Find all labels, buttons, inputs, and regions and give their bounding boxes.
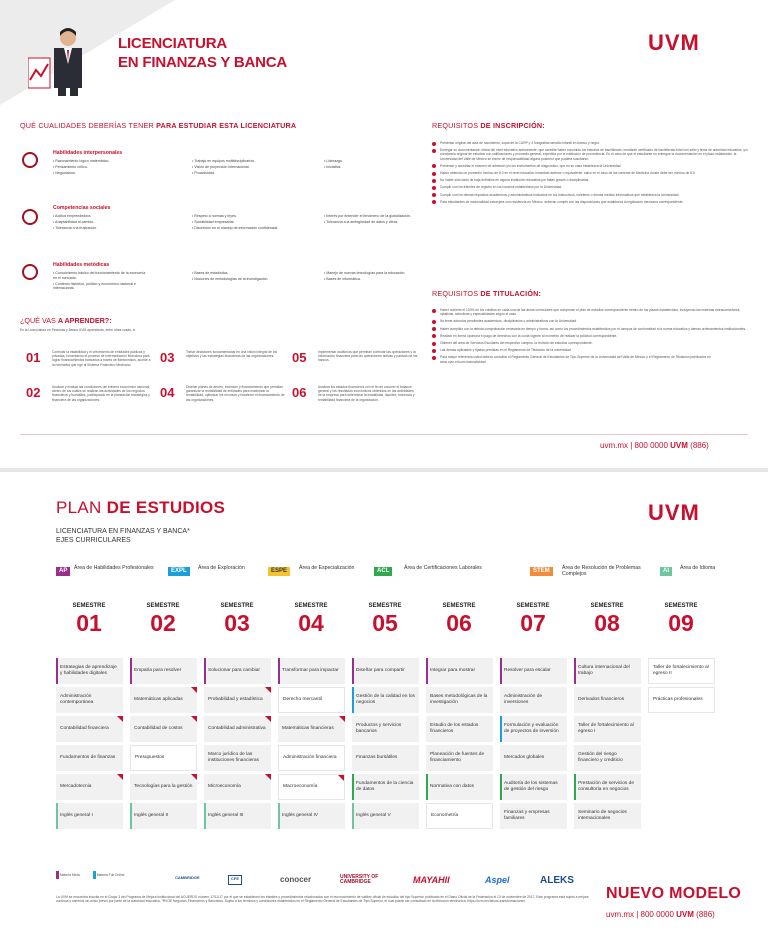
course-cell xyxy=(426,658,493,684)
course-cell xyxy=(426,687,493,713)
titulation-item: Las demás aplicables y fijadas previstas en el Reglamento de Titulación de la universidad. xyxy=(432,348,752,352)
course-name: Contabilidad financiera xyxy=(60,726,109,732)
legend-tag: STEM xyxy=(530,567,553,576)
course-cell xyxy=(352,658,419,684)
plan-title-bold: DE ESTUDIOS xyxy=(106,498,226,517)
course-cell xyxy=(500,658,567,684)
plan-title xyxy=(56,498,225,518)
quality-item: • Conocimiento básico del funcionamiento de la economía en el mercado. xyxy=(53,271,146,280)
businessman-illustration xyxy=(28,18,98,98)
course-cell xyxy=(352,803,419,829)
course-cell xyxy=(426,803,493,829)
course-cell xyxy=(500,803,567,829)
course-name: Derecho mercantil xyxy=(283,697,322,703)
course-name: Administración de inversiones xyxy=(504,694,543,705)
inscription-heading-bold: DE INSCRIPCIÓN: xyxy=(480,121,545,130)
quality-item: • Visión de proyección internacional. xyxy=(192,165,250,170)
titulation-list xyxy=(432,308,752,367)
course-cell xyxy=(278,687,345,713)
learn-heading xyxy=(20,316,112,325)
course-name: Formulación y evaluación de proyectos de inversión xyxy=(504,723,559,734)
inscription-item: Para estudiantes de nacionalidad extranjera con residencia en México, deberán cumplir con las disposiciones que establezca la legislación mexicana correspondiente. xyxy=(432,200,752,204)
learn-heading-bold: A APRENDER?: xyxy=(57,316,112,325)
learn-heading-light: ¿QUÉ VAS xyxy=(20,316,56,325)
course-name: Prestación de servicios de consultoría en negocios xyxy=(578,781,634,792)
course-name: Fundamentos de finanzas xyxy=(60,755,116,761)
quality-item: • Respeto a normas y leyes. xyxy=(192,214,237,218)
course-cell xyxy=(648,687,715,713)
course-area-marker xyxy=(204,803,206,829)
semester-label: SEMESTRE xyxy=(220,603,254,609)
inscription-heading xyxy=(432,121,545,130)
course-area-marker xyxy=(500,658,502,684)
semester-label: SEMESTRE xyxy=(72,603,106,609)
quality-item: • Iniciativa. xyxy=(324,165,342,170)
quality-col-1 xyxy=(53,159,148,177)
plan-subtitle xyxy=(56,527,190,545)
course-cell xyxy=(500,774,567,800)
course-cell xyxy=(278,716,345,742)
titulation-item: No tener adeudos pendientes académicos, disciplinarios o administrativos con la Universidad. xyxy=(432,319,752,323)
semester-header xyxy=(352,603,418,636)
learn-number: 02 xyxy=(26,385,41,400)
quality-col-3 xyxy=(324,271,419,283)
course-flag-icon xyxy=(265,687,271,693)
learn-text: Analizar y evaluar las condiciones del entorno económico nacional, dentro de los cuales se realizan las actividades de los negocios financieros y bursátiles, participando en la planeación estratégica y financiera de las organizaciones. xyxy=(52,385,151,402)
quality-item: • Pensamiento crítico. xyxy=(53,165,88,170)
course-name: Inglés general V xyxy=(356,813,391,819)
course-name: Seminario de negocios internacionales xyxy=(578,810,627,821)
course-name: Inglés general III xyxy=(208,813,244,819)
course-cell xyxy=(130,687,197,713)
course-area-marker xyxy=(352,687,354,713)
footer-ext: (886) xyxy=(696,910,715,919)
course-cell xyxy=(56,687,123,713)
course-cell xyxy=(278,658,345,684)
learn-number: 05 xyxy=(292,350,307,365)
semester-header xyxy=(574,603,640,636)
semester-label: SEMESTRE xyxy=(368,603,402,609)
inscription-item: Cumplir con los trámites de registro en los horarios establecidos por la Universidad. xyxy=(432,185,752,189)
quality-item: • Adaptabilidad al cambio. xyxy=(53,220,95,225)
course-name: Marco jurídico de las instituciones financieras xyxy=(208,752,259,763)
course-name: Mercados globales xyxy=(504,755,545,761)
course-area-marker xyxy=(574,658,576,684)
legend-tag: EXPL xyxy=(168,567,190,576)
semester-number: 05 xyxy=(372,610,398,636)
title-line-2: EN FINANZAS Y BANCA xyxy=(118,54,287,71)
course-name: Gestión del riesgo financiero y crediticio xyxy=(578,752,623,763)
semester-number: 01 xyxy=(76,610,102,636)
legend-item-ap xyxy=(56,565,156,579)
quality-col-1 xyxy=(53,271,148,292)
modality-label: Materia Full Online xyxy=(96,872,125,877)
course-name: Inglés general IV xyxy=(282,813,319,819)
course-area-marker xyxy=(500,774,502,800)
course-name: Matemáticas aplicadas xyxy=(134,697,183,703)
titulation-item: Realizar en forma oportuna el pago de derechos con la cuota vigente al momento de realizar la solicitud correspondiente. xyxy=(432,334,752,338)
course-cell xyxy=(204,716,271,742)
course-area-marker xyxy=(56,658,58,684)
quality-item: • Discreción en el manejo de información confidencial. xyxy=(192,226,279,231)
course-cell xyxy=(352,745,419,771)
learn-text: Tomar decisiones fundamentadas en una visión integral de los objetivos y las estrategias financieras de las organizaciones. xyxy=(186,350,278,359)
course-name: Administración contemporánea xyxy=(60,694,94,705)
legend-tag: ACL xyxy=(374,567,392,576)
quality-block-social xyxy=(22,205,422,245)
course-name: Presupuestos xyxy=(135,755,165,761)
course-name: Diseñar para compartir xyxy=(356,668,405,674)
quality-col-2 xyxy=(192,159,287,177)
semester-header xyxy=(500,603,566,636)
quality-col-3 xyxy=(324,214,419,226)
legend-item-acl xyxy=(374,565,514,579)
course-area-marker xyxy=(426,658,428,684)
course-cell xyxy=(500,745,567,771)
course-area-marker xyxy=(130,658,132,684)
course-name: Probabilidad y estadística xyxy=(208,697,263,703)
nuevo-modelo-title: NUEVO MODELO xyxy=(606,885,742,902)
semester-header xyxy=(56,603,122,636)
quality-block-methodical xyxy=(22,262,422,302)
course-name: Taller de fortalecimiento al egreso I xyxy=(578,723,634,734)
titulation-item: Obtener del área de Servicios Escolares del respectivo campus, la revisión de estudios correspondiente. xyxy=(432,341,752,345)
semester-label: SEMESTRE xyxy=(442,603,476,609)
course-name: Bases metodológicas de la investigación xyxy=(430,694,488,705)
course-area-marker xyxy=(352,774,354,800)
brand-logo-university-of-cambridge: UNIVERSITY OF CAMBRIDGE xyxy=(340,874,379,885)
quality-title: Habilidades interpersonales xyxy=(53,150,123,156)
brand-logo-cfe: CFE xyxy=(228,875,242,885)
people-icon xyxy=(22,152,38,168)
course-name: Finanzas bursátiles xyxy=(356,755,398,761)
semester-header xyxy=(130,603,196,636)
course-name: Macroeconomía xyxy=(283,784,318,790)
legend-label: Área de Resolución de Problemas Complejos xyxy=(562,565,641,577)
course-cell xyxy=(56,774,123,800)
learn-text: Diseñar planes de ahorro, inversión y financiamiento que permitan garantizar la rentabilidad de entidades para maximizar la rentabilidad, optimizar los recursos y fortalecer el financiamiento de las organizaciones. xyxy=(186,385,285,402)
brand-logo-aspel: Aspel xyxy=(485,875,510,885)
course-name: Cultura internacional del trabajo xyxy=(578,665,630,676)
inscription-item: Presentar y acreditar el examen de admisión y/o los instrumentos de diagnóstico, que en su caso establezca la Universidad. xyxy=(432,164,752,168)
inscription-item: No haber sido dado de baja definitiva en alguna institución educativa por faltas graves o disciplinarias. xyxy=(432,178,752,182)
quality-item: • Bases de informática. xyxy=(324,277,361,282)
page-divider xyxy=(0,468,768,472)
page1-footer-contact: uvm.mx | 800 0000 UVM (886) xyxy=(600,441,709,450)
course-area-marker xyxy=(130,803,132,829)
course-name: Mercadotecnia xyxy=(60,784,92,790)
modality-legend xyxy=(56,871,129,879)
footer-brand: UVM xyxy=(670,441,688,450)
course-name: Normativa con datos xyxy=(430,784,474,790)
course-cell xyxy=(130,745,197,771)
legend-item-stem xyxy=(530,565,650,579)
titulation-heading xyxy=(432,289,541,298)
course-cell xyxy=(648,658,715,684)
inscription-item: Haber obtenido un promedio mínimo de 6.0 en el nivel educativo inmediato anterior o equivalente, salvo en el caso de las carreras de Medicina donde debe ser mínimo de 8.0. xyxy=(432,171,752,175)
quality-item: • Tolerancia a la ambigüedad de datos y cifras. xyxy=(324,220,399,225)
learn-intro: En la Licenciatura en Finanzas y Banca UVM aprenderás, entre otras cosas, a: xyxy=(20,328,136,332)
quality-item: • Liderazgo. xyxy=(324,159,344,163)
footer-ext: (886) xyxy=(690,441,709,450)
course-name: Matemáticas financieras xyxy=(282,726,334,732)
semester-header xyxy=(204,603,270,636)
semester-number: 02 xyxy=(150,610,176,636)
legend-item-expl xyxy=(168,565,258,579)
quality-item: • Negociación. xyxy=(53,171,77,176)
semester-label: SEMESTRE xyxy=(146,603,180,609)
course-name: Empatía para resolver xyxy=(134,668,182,674)
inscription-heading-light: REQUISITOS xyxy=(432,121,479,130)
course-name: Solucionar para cambiar xyxy=(208,668,260,674)
course-cell xyxy=(426,716,493,742)
plan-subtitle-2: EJES CURRICULARES xyxy=(56,537,131,544)
course-area-marker xyxy=(574,774,576,800)
learn-number: 01 xyxy=(26,350,41,365)
footer-url-link[interactable]: uvm.mx xyxy=(606,910,634,919)
brand-logo-cambridge-crest: CAMBRIDGE xyxy=(175,875,200,880)
course-area-marker xyxy=(352,803,354,829)
semester-label: SEMESTRE xyxy=(516,603,550,609)
semester-header xyxy=(426,603,492,636)
quality-item: • Tolerancia a la frustración. xyxy=(53,226,98,231)
course-name: Finanzas y empresas familiares xyxy=(504,810,550,821)
quality-item: • Manejo de nuevas tecnologías para la educación. xyxy=(324,271,406,275)
course-cell xyxy=(130,803,197,829)
modality-label: Materia Mixta xyxy=(59,872,80,877)
legal-text: La UVM se encuentra inscrita en el Grupo 3 del Programa de Mejora Institucional del ACUERDO número 17/11/17 por el que se establecen los trámites y procedimientos relacionados con el reconocimiento de validez oficial de estudios del tipo Superior, publicado en el Diario Oficial de la Federación el 13 de noviembre de 2017. Este programa está sujeto a mejora continua y cambios sin aviso previo por parte de la autoridad educativa. *RVOE Negocios Financieros y Bancarios. Sujeto a los términos y condiciones establecidos en el Reglamento General de Estudiantes de Tipo Superior, el cual puede ser consultado en la dirección electrónica: https://uvm.mx/becas-transformaciones xyxy=(56,895,589,904)
course-cell xyxy=(204,803,271,829)
semester-header xyxy=(648,603,714,636)
course-area-marker xyxy=(278,803,280,829)
quality-col-1 xyxy=(53,214,148,232)
inscription-item: Cumplir con los demás requisitos académicos y administrativos indicados en los Instructivos, boletines o demás medios informativos que establezca la Universidad. xyxy=(432,193,752,197)
footer-brand: UVM xyxy=(676,910,694,919)
legend-tag: AI xyxy=(660,567,672,576)
plan-subtitle-1: LICENCIATURA EN FINANZAS Y BANCA* xyxy=(56,528,190,535)
course-cell xyxy=(56,716,123,742)
course-area-marker xyxy=(56,803,58,829)
learn-text: Controlar la estabilidad y el crecimiento de entidades públicas y privadas, fomentando el proceso de intermediación financiera para lograr financiamientos bancarios a través de fideicomisos, acorde a la normativa que rige al Sistema Financiero Mexicano. xyxy=(52,350,151,367)
page1-title xyxy=(118,34,287,72)
course-name: Prácticas profesionales xyxy=(653,697,703,703)
course-name: Auditoría de los sistemas de gestión del riesgo xyxy=(504,781,558,792)
course-cell xyxy=(574,716,641,742)
footer-phone[interactable]: 800 0000 xyxy=(640,910,674,919)
quality-item: • Bases de estadística. xyxy=(192,271,229,275)
page2-footer-contact: uvm.mx | 800 0000 UVM (886) xyxy=(606,910,715,919)
qualities-heading xyxy=(20,121,296,130)
course-cell xyxy=(426,774,493,800)
learn-number: 03 xyxy=(160,350,175,365)
legend-label: Área de Especialización xyxy=(299,565,355,571)
course-name: Gestión de la calidad en los negocios xyxy=(356,694,415,705)
course-cell xyxy=(352,774,419,800)
gears-icon xyxy=(22,264,38,280)
legend-label: Área de Habilidades Profesionales xyxy=(74,565,154,571)
quality-block-interpersonal xyxy=(22,150,422,190)
course-name: Derivados financieros xyxy=(578,697,625,703)
quality-item: • Interés por entender el fenómeno de la globalización. xyxy=(324,214,411,218)
quality-col-3 xyxy=(324,159,419,171)
quality-item: • Razonamiento lógico matemático. xyxy=(53,159,110,163)
quality-title: Competencias sociales xyxy=(53,205,111,211)
uvm-logo: UVM xyxy=(648,30,700,55)
course-name: Econometría xyxy=(431,813,459,819)
titulation-item: Haber cumplido con la debida comprobación necesaria en tiempo y forma, así como los procedimientos establecidos por el campus de conformidad a la norma educativa y demás ordenamientos institucionales. xyxy=(432,327,752,331)
semester-number: 07 xyxy=(520,610,546,636)
legend-label: Área de Idioma xyxy=(680,565,716,571)
course-cell xyxy=(500,687,567,713)
course-name: Taller de fortalecimiento al egreso II xyxy=(653,665,709,676)
modality-swatch xyxy=(56,871,59,879)
course-cell xyxy=(574,803,641,829)
course-area-marker xyxy=(204,658,206,684)
titulation-heading-bold: DE TITULACIÓN: xyxy=(480,289,542,298)
course-name: Estudio de los estados financieros xyxy=(430,723,479,734)
semester-number: 09 xyxy=(668,610,694,636)
course-cell xyxy=(204,745,271,771)
quality-item: • Nociones de metodologías de la investigación. xyxy=(192,277,269,282)
course-cell xyxy=(130,716,197,742)
learn-number: 04 xyxy=(160,385,175,400)
title-line-1: LICENCIATURA xyxy=(118,35,227,52)
course-cell xyxy=(278,803,345,829)
course-cell xyxy=(574,774,641,800)
modality-swatch xyxy=(93,871,96,879)
learn-text: Analizar los estados financieros con el fin de conocer el balance general y los resultados económicos obtenidos en las actividades de la empresa para determinar la estabilidad, liquidez, solvencia y rentabilidad financiera de la organización. xyxy=(318,385,415,402)
course-flag-icon xyxy=(265,774,271,780)
course-cell xyxy=(56,745,123,771)
course-flag-icon xyxy=(117,774,123,780)
course-name: Tecnologías para la gestión xyxy=(134,784,193,790)
course-cell xyxy=(204,774,271,800)
course-flag-icon xyxy=(338,775,344,781)
badge-icon xyxy=(22,209,38,225)
learn-number: 06 xyxy=(292,385,307,400)
semester-number: 08 xyxy=(594,610,620,636)
quality-title: Habilidades metódicas xyxy=(53,262,110,268)
course-name: Integrar para mostrar xyxy=(430,668,476,674)
legend-item-espe xyxy=(268,565,368,579)
course-name: Productos y servicios bancarios xyxy=(356,723,402,734)
course-cell xyxy=(500,716,567,742)
plan-title-light: PLAN xyxy=(56,498,102,517)
course-cell xyxy=(204,687,271,713)
course-flag-icon xyxy=(191,774,197,780)
course-cell xyxy=(574,658,641,684)
course-cell xyxy=(56,803,123,829)
course-name: Contabilidad de costos xyxy=(134,726,183,732)
course-cell xyxy=(278,774,345,800)
legend-label: Área de Certificaciones Laborales xyxy=(404,565,482,571)
course-name: Planeación de fuentes de financiamiento xyxy=(430,752,485,763)
course-cell xyxy=(204,658,271,684)
course-cell xyxy=(130,658,197,684)
footer-url-link[interactable]: uvm.mx xyxy=(600,441,628,450)
course-cell xyxy=(56,658,123,684)
quality-item: • Contexto histórico, político y económico nacional e internacional. xyxy=(53,281,136,291)
course-name: Estrategias de aprendizaje y habilidades digitales xyxy=(60,665,117,676)
course-name: Microeconomía xyxy=(208,784,241,790)
course-cell xyxy=(574,687,641,713)
semester-label: SEMESTRE xyxy=(664,603,698,609)
semester-header xyxy=(278,603,344,636)
semester-number: 04 xyxy=(298,610,324,636)
course-name: Resolver para escalar xyxy=(504,668,551,674)
course-cell xyxy=(352,687,419,713)
uvm-logo: UVM xyxy=(648,500,700,525)
course-cell xyxy=(130,774,197,800)
legend-label: Área de Exploración xyxy=(198,565,245,571)
qualities-heading-bold: PARA ESTUDIAR ESTA LICENCIATURA xyxy=(156,121,297,130)
course-flag-icon xyxy=(339,716,345,722)
course-area-marker xyxy=(500,716,502,742)
learn-text: Implementar auditorías que permitan controlar las operaciones y la información financiera para las operaciones activas y pasivas de los bancos. xyxy=(318,350,418,363)
quality-col-2 xyxy=(192,271,287,283)
course-flag-icon xyxy=(191,716,197,722)
titulation-item: Para mayor referencia usted deberá consultar el Reglamento General de Estudiantes de Tipo Superior de la Universidad del Valle de México y el Reglamento de Titulación publicados en www.uvm.edu.mx/normatividad xyxy=(432,355,752,363)
footer-phone[interactable]: 800 0000 xyxy=(634,441,668,450)
footer-divider xyxy=(20,434,748,435)
semester-label: SEMESTRE xyxy=(294,603,328,609)
course-flag-icon xyxy=(265,716,271,722)
course-name: Administración financiera xyxy=(283,755,337,761)
quality-item: • Proactividad. xyxy=(192,171,216,176)
semester-label: SEMESTRE xyxy=(590,603,624,609)
brand-logo-mayahii: MAYAHII xyxy=(413,875,450,885)
titulation-item: Haber cubierto el 100% de los créditos en cada una de las áreas curriculares que componen el plan de estudios correspondiente dentro de los plazos establecidos, incluyendo las materias extracurriculares, optativas, selectivas y especialidades según el caso. xyxy=(432,308,752,316)
course-cell xyxy=(574,745,641,771)
course-flag-icon xyxy=(191,687,197,693)
titulation-heading-light: REQUISITOS xyxy=(432,289,479,298)
brand-logo-conocer: conocer xyxy=(280,875,312,884)
quality-item: • Trabajo en equipos multidisciplinarios. xyxy=(192,159,255,163)
course-name: Contabilidad administrativa xyxy=(208,726,266,732)
course-area-marker xyxy=(426,774,428,800)
quality-item: • Sociabilidad empresarial. xyxy=(192,220,235,225)
course-name: Inglés general I xyxy=(60,813,93,819)
course-flag-icon xyxy=(117,716,123,722)
course-area-marker xyxy=(278,658,280,684)
brand-logo-aleks: ALEKS xyxy=(540,875,574,886)
semester-number: 03 xyxy=(224,610,250,636)
quality-item: • Actitud emprendedora. xyxy=(53,214,92,218)
course-name: Inglés general II xyxy=(134,813,169,819)
inscription-item: Presentar original del acta de nacimiento, copia de la CURP y 4 fotografías tamaño infantil en blanco y negro. xyxy=(432,141,752,145)
course-name: Fundamentos de la ciencia de datos xyxy=(356,781,414,792)
qualities-heading-light: QUÉ CUALIDADES DEBERÍAS TENER xyxy=(20,121,154,130)
course-cell xyxy=(352,716,419,742)
legend-tag: ESPE xyxy=(268,567,290,576)
course-cell xyxy=(278,745,345,771)
inscription-list xyxy=(432,141,752,207)
legend-item-ai xyxy=(660,565,740,579)
quality-col-2 xyxy=(192,214,287,232)
legend-tag: AP xyxy=(56,567,70,576)
semester-number: 06 xyxy=(446,610,472,636)
course-name: Transformar para impactar xyxy=(282,668,339,674)
course-area-marker xyxy=(352,658,354,684)
inscription-item: Entregar su documentación oficial del nivel educativo antecedente, que acredite haber concluido los estudios de bachillerato, mediante certificado de bachillerato total con sello y firma de autoridad educativa, y/o constancia original de estudios con calificaciones y promedio general, expedida por la institución de procedencia. En el caso de que el estudiante no entregue la documentación en el plazo establecido, la Universidad del Valle de México se exime de responsabilidad alguna posterior que pudiera suscitarse. xyxy=(432,148,752,161)
course-cell xyxy=(426,745,493,771)
